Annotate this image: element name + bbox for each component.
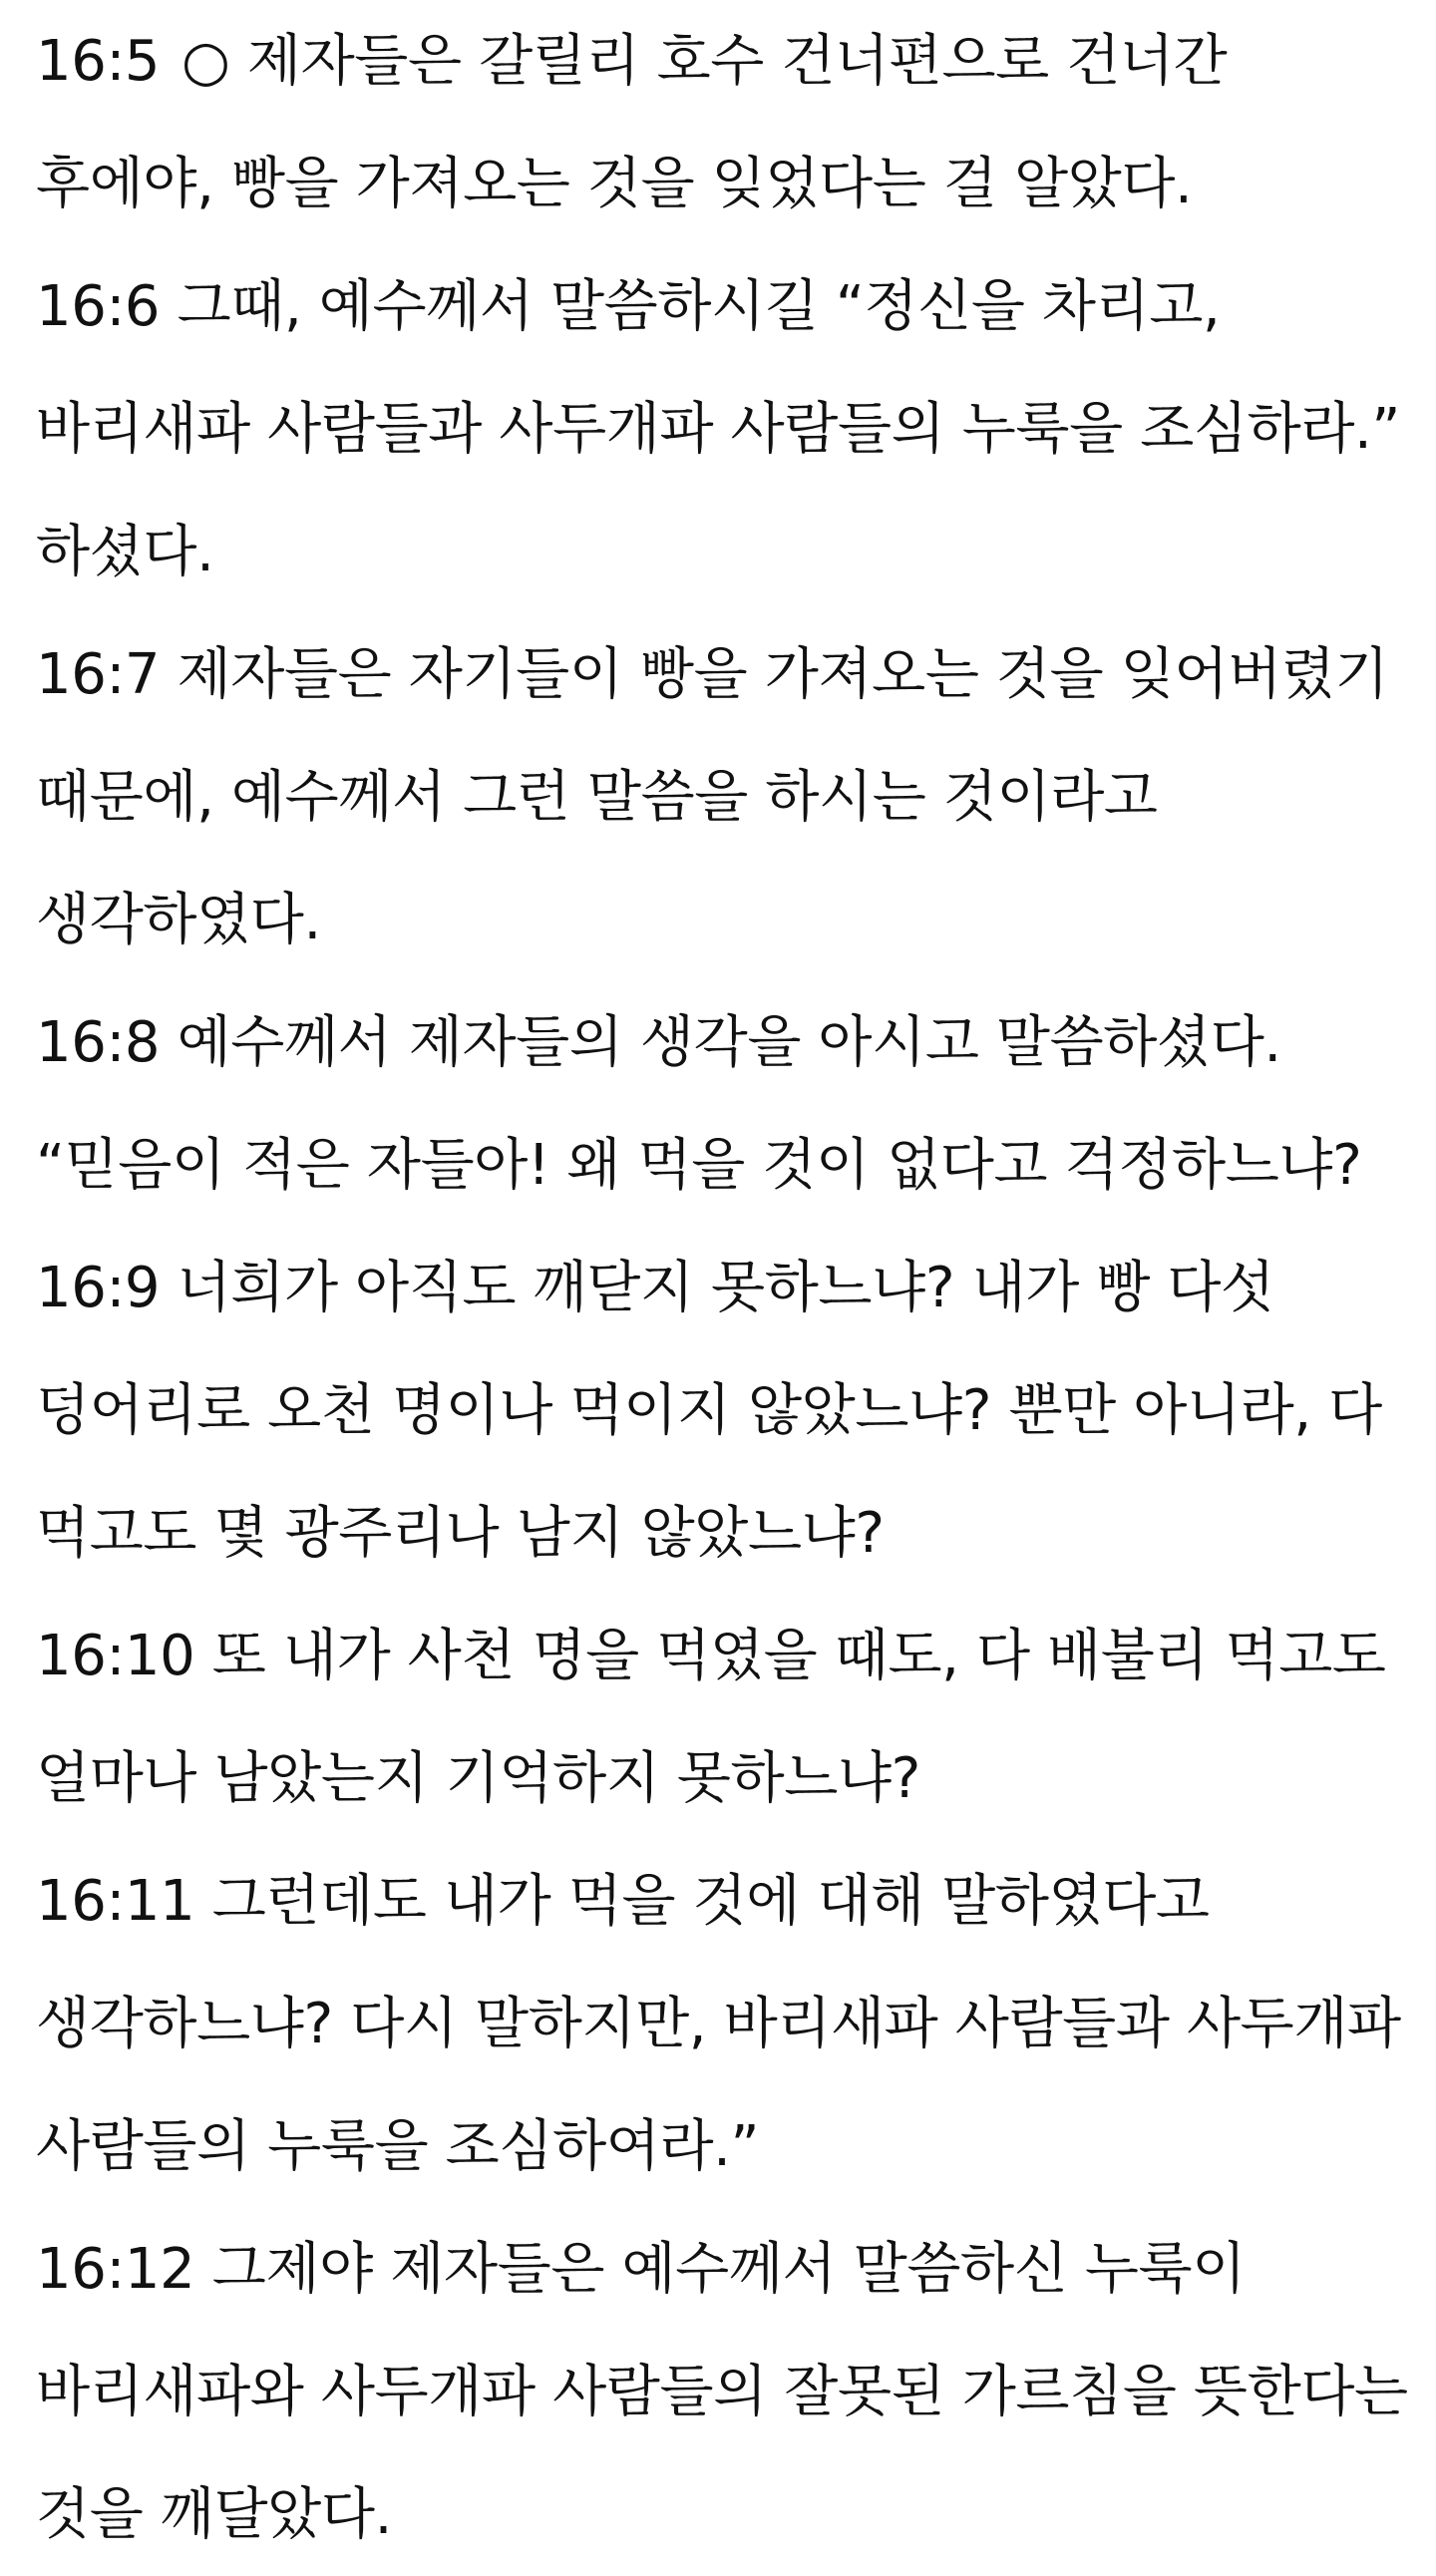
verse-list <box>36 0 1422 2576</box>
verse-16-10 <box>36 1595 1422 1840</box>
verse-text: 또 내가 사천 명을 먹였을 때도, 다 배불리 먹고도 얼마나 남았는지 기억하지 못하느냐? <box>36 1624 1386 1811</box>
verse-text: 그제야 제자들은 예수께서 말씀하신 누룩이 바리새파와 사두개파 사람들의 잘못된 가르침을 뜻한다는 것을 깨달았다. <box>36 2237 1408 2547</box>
circle-marker-icon: ○ <box>181 29 230 94</box>
verse-text: 제자들은 갈릴리 호수 건너편으로 건너간 후에야, 빵을 가져오는 것을 잊었다는 걸 알았다. <box>36 29 1228 216</box>
verse-16-7 <box>36 613 1422 981</box>
verse-16-9 <box>36 1227 1422 1595</box>
verse-reference: 16:6 <box>36 274 161 339</box>
verse-reference: 16:7 <box>36 642 161 707</box>
verse-reference: 16:5 <box>36 29 161 94</box>
verse-text: 너희가 아직도 깨닫지 못하느냐? 내가 빵 다섯 덩어리로 오천 명이나 먹이지 않았느냐? 뿐만 아니라, 다 먹고도 몇 광주리나 남지 않았느냐? <box>36 1256 1382 1566</box>
verse-text: 제자들은 자기들이 빵을 가져오는 것을 잊어버렸기 때문에, 예수께서 그런 말씀을 하시는 것이라고 생각하였다. <box>36 642 1389 952</box>
verse-text: 그때, 예수께서 말씀하시길 “정신을 차리고, 바리새파 사람들과 사두개파 사람들의 누룩을 조심하라.” 하셨다. <box>36 274 1401 584</box>
verse-reference: 16:12 <box>36 2237 195 2302</box>
verse-reference: 16:10 <box>36 1624 195 1688</box>
verse-16-12 <box>36 2208 1422 2576</box>
verse-16-6 <box>36 245 1422 613</box>
verse-16-5 <box>36 0 1422 245</box>
verse-reference: 16:9 <box>36 1256 161 1320</box>
verse-16-8 <box>36 981 1422 1227</box>
verse-text: 그런데도 내가 먹을 것에 대해 말하였다고 생각하느냐? 다시 말하지만, 바리새파 사람들과 사두개파 사람들의 누룩을 조심하여라.” <box>36 1869 1401 2179</box>
verse-16-11 <box>36 1840 1422 2208</box>
verse-reference: 16:8 <box>36 1010 161 1075</box>
verse-reference: 16:11 <box>36 1869 195 1934</box>
verse-text: 예수께서 제자들의 생각을 아시고 말씀하셨다. “믿음이 적은 자들아! 왜 먹을 것이 없다고 걱정하느냐? <box>36 1010 1362 1198</box>
